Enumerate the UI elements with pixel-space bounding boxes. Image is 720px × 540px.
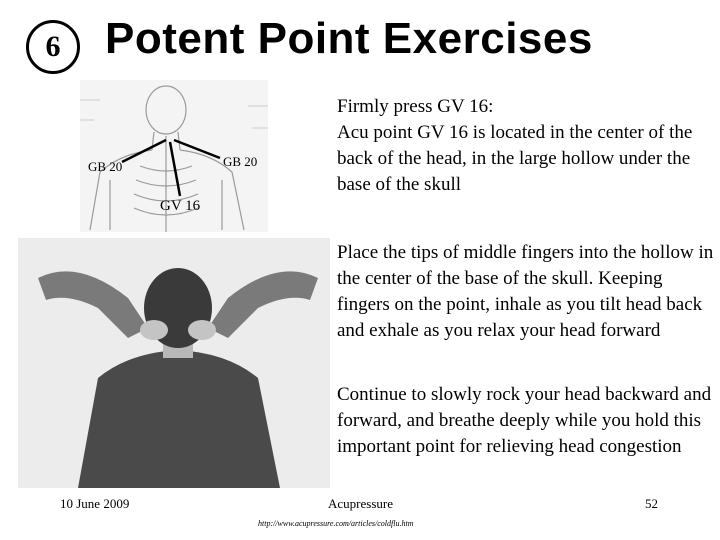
gv16-label: GV 16 [160, 198, 201, 214]
source-link[interactable]: http://www.acupressure.com/articles/coldflu.htm [258, 519, 414, 528]
slide-number-badge [26, 20, 80, 74]
instruction-intro [337, 94, 715, 198]
gb20-left-label: GB 20 [88, 159, 123, 174]
instruction-step-2: Continue to slowly rock your head backward and forward, and breathe deeply while you hold this important point for relieving head congestion [337, 384, 712, 457]
instruction-location: Acu point GV 16 is located in the center of the back of the head, in the large hollow under the base of the skull [337, 122, 693, 195]
instruction-step-1: Place the tips of middle fingers into the hollow in the center of the base of the skull. Keeping fingers on the point, inhale as you tilt head back and exhale as you relax your head forward [337, 242, 714, 341]
person-illustration [18, 238, 330, 488]
instruction-heading: Firmly press GV 16: [337, 96, 494, 117]
slide-number: 6 [45, 30, 61, 63]
footer-topic: Acupressure [328, 496, 393, 511]
footer-date: 10 June 2009 [60, 496, 130, 511]
exercise-photo [18, 238, 330, 488]
gb20-right-label: GB 20 [223, 154, 258, 169]
page-title: Potent Point Exercises [105, 14, 593, 63]
page-number: 52 [645, 496, 658, 511]
